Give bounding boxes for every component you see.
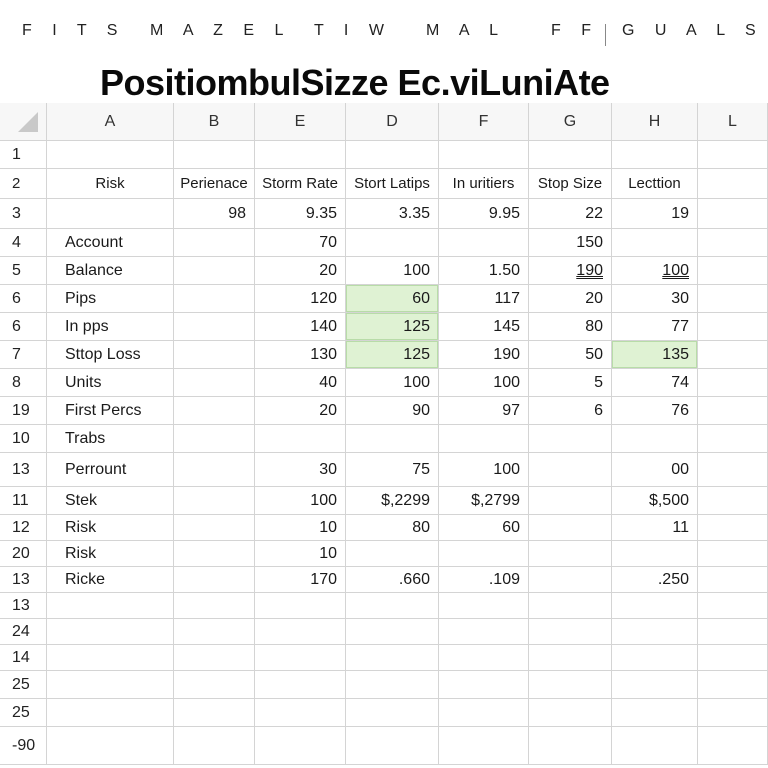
grid-cell-l[interactable] [698, 567, 768, 593]
table-row [0, 397, 768, 425]
table-row [0, 229, 768, 257]
table-row [0, 487, 768, 515]
grid-cell-d[interactable]: 80 [346, 515, 439, 541]
grid-cell-b[interactable] [174, 453, 255, 487]
grid-cell-a[interactable] [47, 671, 174, 699]
select-all-corner[interactable] [0, 103, 47, 141]
grid-cell-f[interactable] [439, 645, 529, 671]
grid-cell-h[interactable] [612, 257, 698, 285]
grid-cell-e[interactable]: 140 [255, 313, 346, 341]
grid-cell-e[interactable]: 20 [255, 257, 346, 285]
grid-cell-f[interactable] [439, 229, 529, 257]
row-header[interactable]: 13 [0, 567, 47, 593]
grid-cell-l[interactable] [698, 169, 768, 199]
grid-cell-a[interactable]: Risk [47, 169, 174, 199]
grid-cell-d[interactable]: .660 [346, 567, 439, 593]
grid-cell-e[interactable] [255, 593, 346, 619]
row-header[interactable]: 6 [0, 285, 47, 313]
grid-cell-h[interactable] [612, 541, 698, 567]
grid-cell-g[interactable] [529, 257, 612, 285]
table-row [0, 593, 768, 619]
menu-item-5[interactable]: F F [551, 22, 599, 39]
grid-cell-g[interactable] [529, 141, 612, 169]
row-header[interactable]: 20 [0, 541, 47, 567]
column-header-h[interactable]: H [612, 103, 698, 141]
grid-cell-b[interactable] [174, 229, 255, 257]
grid-cell-d[interactable] [346, 619, 439, 645]
cell-value: 190 [576, 261, 603, 279]
grid-cell-a[interactable] [47, 699, 174, 727]
grid-cell-d[interactable] [346, 425, 439, 453]
grid-cell-d[interactable] [346, 671, 439, 699]
table-row [0, 515, 768, 541]
grid-cell-e[interactable]: 20 [255, 397, 346, 425]
grid-cell-f[interactable]: 97 [439, 397, 529, 425]
grid-cell-h[interactable] [612, 727, 698, 765]
grid-cell-e[interactable]: 120 [255, 285, 346, 313]
grid-cell-a[interactable]: In pps [47, 313, 174, 341]
grid-cell-d[interactable] [346, 541, 439, 567]
row-header[interactable]: -90 [0, 727, 47, 765]
grid-cell-f[interactable]: 117 [439, 285, 529, 313]
grid-cell-l[interactable] [698, 619, 768, 645]
select-all-triangle-icon [18, 112, 38, 132]
grid-cell-e[interactable]: 170 [255, 567, 346, 593]
table-row [0, 619, 768, 645]
grid-cell-h[interactable]: 00 [612, 453, 698, 487]
grid-cell-d[interactable]: 3.35 [346, 199, 439, 229]
sheet-title: PositiombulSizze Ec.viLuniAte [100, 62, 610, 103]
grid-cell-e[interactable] [255, 671, 346, 699]
grid-cell-f[interactable]: 9.95 [439, 199, 529, 229]
grid-cell-g[interactable] [529, 699, 612, 727]
grid-cell-f[interactable]: 60 [439, 515, 529, 541]
grid-cell-l[interactable] [698, 229, 768, 257]
grid-cell-h[interactable] [612, 593, 698, 619]
row-header[interactable]: 1 [0, 141, 47, 169]
grid-cell-f[interactable]: 100 [439, 369, 529, 397]
row-header[interactable]: 19 [0, 397, 47, 425]
menu-separator [605, 24, 606, 46]
grid-cell-h[interactable] [612, 229, 698, 257]
grid-cell-b[interactable] [174, 671, 255, 699]
grid-cell-l[interactable] [698, 541, 768, 567]
row-header[interactable]: 14 [0, 645, 47, 671]
grid-cell-b[interactable] [174, 515, 255, 541]
row-header[interactable]: 8 [0, 369, 47, 397]
grid-cell-a[interactable] [47, 619, 174, 645]
grid-cell-l[interactable] [698, 313, 768, 341]
row-header[interactable]: 10 [0, 425, 47, 453]
grid-cell-a[interactable]: Units [47, 369, 174, 397]
grid-cell-l[interactable] [698, 369, 768, 397]
table-row [0, 699, 768, 727]
grid-cell-l[interactable] [698, 257, 768, 285]
table-row [0, 285, 768, 313]
grid-cell-h[interactable]: 77 [612, 313, 698, 341]
grid-cell-l[interactable] [698, 285, 768, 313]
grid-cell-g[interactable]: Stop Size [529, 169, 612, 199]
grid-cell-g[interactable] [529, 541, 612, 567]
column-header-g[interactable]: G [529, 103, 612, 141]
grid-cell-g[interactable] [529, 593, 612, 619]
grid-cell-a[interactable]: Sttop Loss [47, 341, 174, 369]
grid-cell-h[interactable] [612, 619, 698, 645]
grid-cell-f[interactable] [439, 593, 529, 619]
grid-cell-b[interactable] [174, 397, 255, 425]
grid-cell-a[interactable]: Ricke [47, 567, 174, 593]
grid-cell-b[interactable] [174, 285, 255, 313]
grid-cell-l[interactable] [698, 699, 768, 727]
row-header[interactable]: 13 [0, 593, 47, 619]
grid-cell-b[interactable] [174, 727, 255, 765]
column-header-a[interactable]: A [47, 103, 174, 141]
row-header[interactable]: 13 [0, 453, 47, 487]
grid-cell-l[interactable] [698, 425, 768, 453]
grid-cell-l[interactable] [698, 515, 768, 541]
grid-cell-b[interactable] [174, 313, 255, 341]
grid-cell-g[interactable]: 5 [529, 369, 612, 397]
grid-cell-g[interactable]: 22 [529, 199, 612, 229]
grid-cell-e[interactable] [255, 727, 346, 765]
grid-cell-b[interactable] [174, 369, 255, 397]
grid-cell-e[interactable]: 70 [255, 229, 346, 257]
grid-cell-a[interactable] [47, 645, 174, 671]
grid-cell-l[interactable] [698, 141, 768, 169]
grid-cell-f[interactable]: In uritiers [439, 169, 529, 199]
grid-cell-e[interactable]: 10 [255, 541, 346, 567]
menu-item-2[interactable]: M A Z E L [150, 22, 292, 39]
grid-cell-f[interactable] [439, 141, 529, 169]
grid-cell-d[interactable]: 90 [346, 397, 439, 425]
grid-cell-e[interactable] [255, 699, 346, 727]
menu-item-4[interactable]: M A L [426, 22, 507, 39]
grid-cell-l[interactable] [698, 341, 768, 369]
grid-cell-h[interactable]: .250 [612, 567, 698, 593]
grid-cell-a[interactable]: Balance [47, 257, 174, 285]
grid-cell-b[interactable] [174, 567, 255, 593]
column-header-e[interactable]: E [255, 103, 346, 141]
column-header-b[interactable]: B [174, 103, 255, 141]
grid-cell-h[interactable]: 30 [612, 285, 698, 313]
table-row [0, 141, 768, 169]
grid-cell-g[interactable]: 6 [529, 397, 612, 425]
grid-cell-b[interactable] [174, 487, 255, 515]
grid-cell-f[interactable]: $,2799 [439, 487, 529, 515]
grid-cell-g[interactable] [529, 727, 612, 765]
grid-cell-e[interactable]: 30 [255, 453, 346, 487]
grid-cell-d[interactable] [346, 727, 439, 765]
grid-cell-d[interactable]: 60 [346, 285, 439, 313]
grid-cell-f[interactable]: 190 [439, 341, 529, 369]
grid-cell-g[interactable] [529, 645, 612, 671]
grid-cell-e[interactable]: 100 [255, 487, 346, 515]
grid-cell-g[interactable] [529, 671, 612, 699]
table-row [0, 645, 768, 671]
grid-cell-a[interactable] [47, 727, 174, 765]
row-header[interactable]: 5 [0, 257, 47, 285]
grid-cell-b[interactable] [174, 645, 255, 671]
grid-cell-a[interactable]: Pips [47, 285, 174, 313]
row-header[interactable]: 2 [0, 169, 47, 199]
grid-cell-l[interactable] [698, 645, 768, 671]
grid-cell-l[interactable] [698, 727, 768, 765]
grid-cell-b[interactable]: 98 [174, 199, 255, 229]
grid-cell-b[interactable] [174, 593, 255, 619]
table-row [0, 567, 768, 593]
menu-bar [0, 22, 768, 52]
grid-cell-a[interactable]: Account [47, 229, 174, 257]
column-header-f[interactable]: F [439, 103, 529, 141]
table-row [0, 727, 768, 765]
grid-cell-h[interactable]: $,500 [612, 487, 698, 515]
grid-cell-l[interactable] [698, 593, 768, 619]
grid-cell-h[interactable] [612, 671, 698, 699]
grid-cell-b[interactable] [174, 141, 255, 169]
grid-cell-f[interactable] [439, 425, 529, 453]
grid-cell-a[interactable] [47, 199, 174, 229]
column-header-row [0, 103, 768, 141]
row-header[interactable]: 12 [0, 515, 47, 541]
grid-cell-g[interactable]: 80 [529, 313, 612, 341]
grid-cell-b[interactable] [174, 699, 255, 727]
grid-cell-l[interactable] [698, 671, 768, 699]
grid-cell-d[interactable] [346, 593, 439, 619]
grid-cell-d[interactable]: $,2299 [346, 487, 439, 515]
grid-cell-d[interactable]: 75 [346, 453, 439, 487]
cell-value: 100 [662, 261, 689, 279]
grid-cell-d[interactable]: Stort Latips [346, 169, 439, 199]
grid-cell-h[interactable] [612, 699, 698, 727]
column-header-d[interactable]: D [346, 103, 439, 141]
grid-cell-g[interactable]: 50 [529, 341, 612, 369]
grid-cell-b[interactable] [174, 619, 255, 645]
grid-cell-e[interactable]: Storm Rate [255, 169, 346, 199]
grid-cell-f[interactable] [439, 699, 529, 727]
table-row [0, 541, 768, 567]
grid-cell-b[interactable]: Perienace [174, 169, 255, 199]
grid-cell-f[interactable] [439, 727, 529, 765]
grid-cell-d[interactable] [346, 141, 439, 169]
grid-cell-g[interactable]: 150 [529, 229, 612, 257]
table-row [0, 169, 768, 199]
grid-cell-a[interactable]: First Percs [47, 397, 174, 425]
row-header[interactable]: 24 [0, 619, 47, 645]
grid-cell-l[interactable] [698, 453, 768, 487]
row-header[interactable]: 7 [0, 341, 47, 369]
grid-cell-h[interactable] [612, 141, 698, 169]
grid-cell-h[interactable]: Lecttion [612, 169, 698, 199]
grid-cell-b[interactable] [174, 541, 255, 567]
grid-cell-f[interactable] [439, 541, 529, 567]
grid-cell-f[interactable] [439, 671, 529, 699]
grid-cell-a[interactable]: Perrount [47, 453, 174, 487]
grid-cell-e[interactable] [255, 619, 346, 645]
grid-cell-f[interactable]: 1.50 [439, 257, 529, 285]
menu-item-6[interactable]: G U A L S [622, 22, 764, 39]
grid-cell-d[interactable] [346, 645, 439, 671]
grid-cell-l[interactable] [698, 199, 768, 229]
grid-cell-f[interactable]: 145 [439, 313, 529, 341]
grid-cell-f[interactable] [439, 619, 529, 645]
table-row [0, 341, 768, 369]
table-row [0, 453, 768, 487]
grid-cell-d[interactable]: 125 [346, 341, 439, 369]
grid-cell-g[interactable] [529, 515, 612, 541]
table-row [0, 313, 768, 341]
grid-cell-g[interactable]: 20 [529, 285, 612, 313]
grid-cell-e[interactable]: 130 [255, 341, 346, 369]
grid-cell-a[interactable]: Risk [47, 541, 174, 567]
menu-item-1[interactable]: F I T S [22, 22, 126, 39]
table-row [0, 257, 768, 285]
grid-cell-h[interactable]: 135 [612, 341, 698, 369]
row-header[interactable]: 6 [0, 313, 47, 341]
grid-cell-b[interactable] [174, 257, 255, 285]
grid-cell-h[interactable]: 74 [612, 369, 698, 397]
table-row [0, 671, 768, 699]
grid-cell-d[interactable]: 100 [346, 369, 439, 397]
menu-item-3[interactable]: T I W [314, 22, 392, 39]
grid-cell-l[interactable] [698, 487, 768, 515]
grid-cell-d[interactable]: 125 [346, 313, 439, 341]
grid-cell-h[interactable] [612, 645, 698, 671]
grid-cell-d[interactable] [346, 229, 439, 257]
grid-cell-d[interactable]: 100 [346, 257, 439, 285]
table-row [0, 369, 768, 397]
grid-cell-d[interactable] [346, 699, 439, 727]
row-header[interactable]: 3 [0, 199, 47, 229]
grid-cell-a[interactable] [47, 141, 174, 169]
grid-cell-e[interactable] [255, 425, 346, 453]
grid-cell-l[interactable] [698, 397, 768, 425]
grid-cell-a[interactable]: Risk [47, 515, 174, 541]
grid-cell-e[interactable]: 9.35 [255, 199, 346, 229]
table-row [0, 425, 768, 453]
grid-cell-h[interactable] [612, 425, 698, 453]
grid-cell-b[interactable] [174, 425, 255, 453]
column-header-l[interactable]: L [698, 103, 768, 141]
grid-cell-a[interactable]: Stek [47, 487, 174, 515]
row-header[interactable]: 25 [0, 671, 47, 699]
grid-cell-f[interactable]: .109 [439, 567, 529, 593]
row-header[interactable]: 11 [0, 487, 47, 515]
grid-cell-h[interactable]: 11 [612, 515, 698, 541]
table-row [0, 199, 768, 229]
grid-cell-g[interactable] [529, 425, 612, 453]
grid-cell-b[interactable] [174, 341, 255, 369]
grid-cell-f[interactable]: 100 [439, 453, 529, 487]
row-header[interactable]: 25 [0, 699, 47, 727]
grid-cell-g[interactable] [529, 487, 612, 515]
grid-cell-g[interactable] [529, 619, 612, 645]
grid-cell-g[interactable] [529, 567, 612, 593]
grid-cell-a[interactable]: Trabs [47, 425, 174, 453]
grid-cell-h[interactable]: 19 [612, 199, 698, 229]
grid-cell-e[interactable] [255, 141, 346, 169]
grid-cell-a[interactable] [47, 593, 174, 619]
grid-cell-e[interactable]: 10 [255, 515, 346, 541]
grid-cell-e[interactable]: 40 [255, 369, 346, 397]
grid-cell-h[interactable]: 76 [612, 397, 698, 425]
grid-cell-g[interactable] [529, 453, 612, 487]
grid-cell-e[interactable] [255, 645, 346, 671]
row-header[interactable]: 4 [0, 229, 47, 257]
